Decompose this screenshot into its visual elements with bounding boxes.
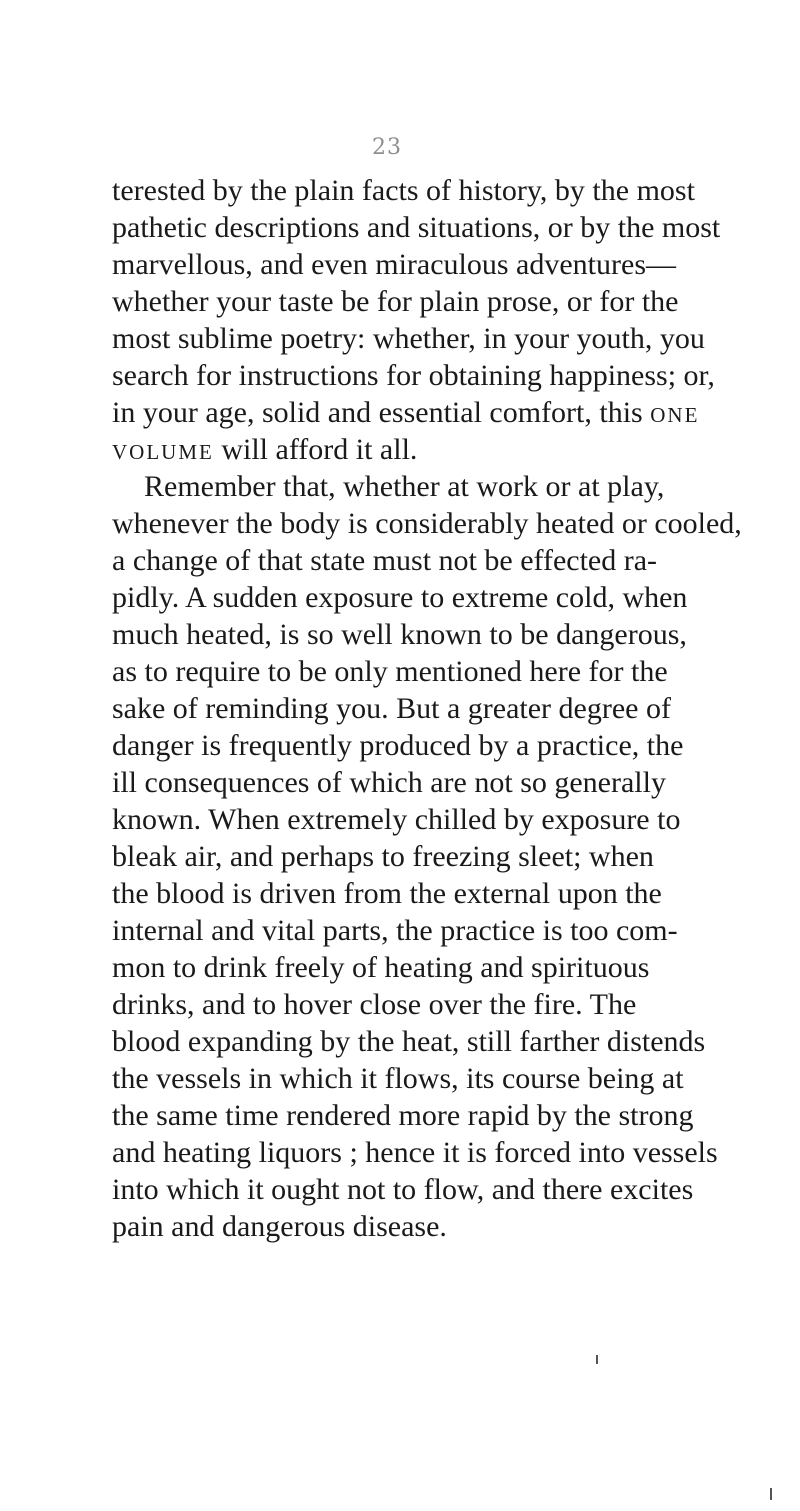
text-line: and heating liquors ; hence it is forced into vessels — [112, 1136, 718, 1169]
page-number: 23 — [372, 135, 402, 160]
text-line: drinks, and to hover close over the fire. The — [112, 988, 637, 1021]
text-line: whenever the body is considerably heated or cooled, — [112, 507, 742, 540]
text-line: search for instructions for obtaining happiness; or, — [112, 359, 715, 392]
text-line: into which it ought not to flow, and there excites — [112, 1173, 694, 1206]
text-line: most sublime poetry: whether, in your youth, you — [112, 322, 705, 355]
text-line: marvellous, and even miraculous adventures— — [112, 248, 676, 281]
text-fragment: will afford it all. — [213, 433, 418, 466]
text-line: blood expanding by the heat, still farther distends — [112, 1025, 706, 1058]
text-line: much heated, is so well known to be dangerous, — [112, 618, 687, 651]
print-speck — [770, 1488, 772, 1500]
text-line: ill consequences of which are not so generally — [112, 766, 666, 799]
text-line: sake of reminding you. But a greater degree of — [112, 692, 671, 725]
text-line: terested by the plain facts of history, by the most — [112, 174, 695, 207]
text-line: known. When extremely chilled by exposure to — [112, 803, 681, 836]
text-line: a change of that state must not be effected ra- — [112, 544, 658, 577]
text-line: the same time rendered more rapid by the strong — [112, 1099, 694, 1132]
text-line — [112, 394, 732, 431]
text-line — [112, 431, 732, 468]
text-line: pathetic descriptions and situations, or by the most — [112, 211, 721, 244]
text-fragment: in your age, solid and essential comfort, this — [112, 396, 651, 429]
text-line: the vessels in which it flows, its course being at — [112, 1062, 684, 1095]
small-caps-volume: volume — [112, 433, 214, 466]
text-line: internal and vital parts, the practice is too com- — [112, 914, 678, 947]
text-line: danger is frequently produced by a practice, the — [112, 729, 684, 762]
small-caps-one: one — [650, 396, 700, 429]
text-line-indented: Remember that, whether at work or at play, — [144, 470, 665, 503]
text-line: pidly. A sudden exposure to extreme cold, when — [112, 581, 688, 614]
text-line: bleak air, and perhaps to freezing sleet; when — [112, 840, 654, 873]
text-line: pain and dangerous disease. — [112, 1210, 447, 1243]
text-line: mon to drink freely of heating and spirituous — [112, 951, 650, 984]
text-line: as to require to be only mentioned here for the — [112, 655, 668, 688]
text-line: the blood is driven from the external upon the — [112, 877, 662, 910]
page-text — [112, 172, 742, 1245]
text-line: whether your taste be for plain prose, or for the — [112, 285, 679, 318]
print-speck — [596, 1355, 598, 1364]
